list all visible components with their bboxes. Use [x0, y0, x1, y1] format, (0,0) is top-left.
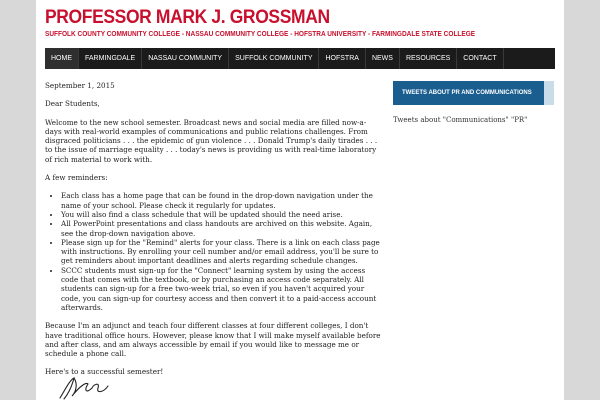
post-greeting: Dear Students,: [45, 99, 100, 109]
nav-hofstra[interactable]: HOFSTRA: [319, 48, 365, 69]
reminder-item: • SCCC students must sign-up for the "Connect" learning system by using the access code that comes with the textbook, or by purchasing an access code separately. All students can sign-up for a free two-week trial, so even if you haven't acquired your code, you can sign-up for courtesy access and then convert it to a paid-access account afterwards.: [61, 266, 381, 312]
nav-farmingdale[interactable]: FARMINGDALE: [79, 48, 142, 69]
reminder-item: • Please sign up for the "Remind" alerts for your class. There is a link on each class page with instructions. By enrolling your cell number and/or email address, you'll be sure to get reminders about important deadlines and alerts regarding schedule changes.: [61, 238, 381, 266]
post-date: September 1, 2015: [45, 81, 115, 90]
closing-paragraph: Because I'm an adjunct and teach four different classes at four different colleges, I don't have traditional office hours. However, please know that I will make myself available before and after class, and am always accessible by email if you would like to message me or schedule a phone call.: [45, 321, 381, 359]
reminders-list: [45, 191, 381, 312]
signoff: Here's to a successful semester!: [45, 367, 164, 377]
page: [36, 0, 564, 400]
signature-image: [56, 374, 126, 400]
reminders-lead: A few reminders:: [45, 173, 108, 183]
reminder-item: • Each class has a home page that can be found in the drop-down navigation under the name of your school. Please check it regularly for updates.: [61, 191, 381, 210]
nav-news[interactable]: NEWS: [366, 48, 400, 69]
post-content: [45, 81, 381, 386]
nav-suffolk-community[interactable]: SUFFOLK COMMUNITY: [229, 48, 319, 69]
nav-contact[interactable]: CONTACT: [457, 48, 503, 69]
post-intro: Welcome to the new school semester. Broadcast news and social media are filled now-a-days with real-world examples of communications and public relations challenges. From disgraced politicians . . . the epidemic of gun violence . . . Donald Trump's daily tirades . . . to the issue of marriage equality . . . today's news is providing us with real-time laboratory of rich material to work with.: [45, 117, 378, 164]
nav-home[interactable]: HOME: [45, 48, 79, 69]
site-description: SUFFOLK COUNTY COMMUNITY COLLEGE - NASSAU COMMUNITY COLLEGE - HOFSTRA UNIVERSITY - FARMINGDALE STATE COLLEGE: [45, 31, 476, 38]
main-nav: [45, 48, 555, 69]
tweets-widget-link[interactable]: Tweets about "Communications" "PR": [393, 116, 528, 124]
reminder-item: • All PowerPoint presentations and class handouts are archived on this website. Again, see the drop-down navigation above.: [61, 219, 381, 238]
reminder-item: • You will also find a class schedule that will be updated should the need arise.: [61, 210, 381, 219]
nav-resources[interactable]: RESOURCES: [400, 48, 457, 69]
nav-nassau-community[interactable]: NASSAU COMMUNITY: [142, 48, 229, 69]
site-title[interactable]: PROFESSOR MARK J. GROSSMAN: [45, 7, 330, 28]
tweets-widget-title: TWEETS ABOUT PR AND COMMUNICATIONS: [393, 81, 554, 105]
